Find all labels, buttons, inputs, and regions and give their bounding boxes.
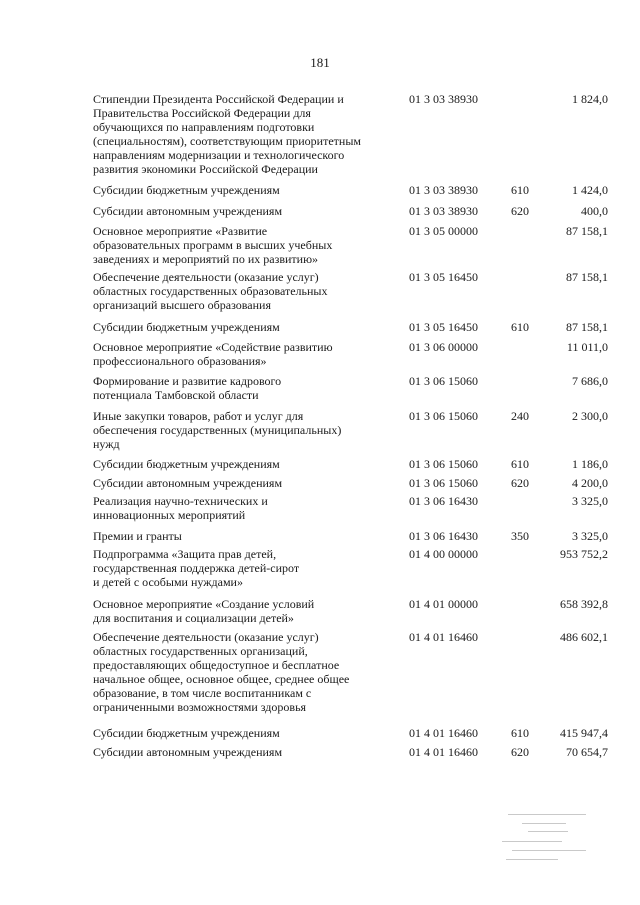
row-name: Реализация научно-технических и инновационных мероприятий <box>93 494 268 522</box>
row-code: 01 3 03 38930 <box>409 204 478 218</box>
row-name: Субсидии автономным учреждениям <box>93 204 283 218</box>
row-code: 01 3 05 16450 <box>409 320 478 334</box>
row-code: 01 3 03 38930 <box>409 92 478 106</box>
row-code: 01 3 06 15060 <box>409 457 478 471</box>
row-code: 01 3 05 00000 <box>409 224 478 238</box>
row-name: Субсидии автономным учреждениям <box>93 745 283 759</box>
row-code: 01 4 00 00000 <box>409 547 478 561</box>
row-amount: 3 325,0 <box>572 494 608 508</box>
row-code: 01 3 06 16430 <box>409 494 478 508</box>
row-amount: 415 947,4 <box>560 726 608 740</box>
row-name: Стипендии Президента Российской Федерации и Правительства Российской Федерации для обучающихся по направлениям подготовки (специальностям), соответствующим приоритетным направлениям модернизации и технологического развития экономики Российской Федерации <box>93 92 361 176</box>
row-amount: 7 686,0 <box>572 374 608 388</box>
row-name: Субсидии бюджетным учреждениям <box>93 320 280 334</box>
row-code: 01 3 06 00000 <box>409 340 478 354</box>
row-name: Субсидии бюджетным учреждениям <box>93 183 280 197</box>
faded-stamp <box>498 810 608 870</box>
row-code: 01 3 06 15060 <box>409 374 478 388</box>
row-name: Премии и гранты <box>93 529 182 543</box>
row-type: 620 <box>511 204 529 218</box>
row-code: 01 4 01 16460 <box>409 726 478 740</box>
row-code: 01 3 05 16450 <box>409 270 478 284</box>
row-type: 620 <box>511 476 529 490</box>
row-name: Субсидии бюджетным учреждениям <box>93 726 280 740</box>
row-type: 240 <box>511 409 529 423</box>
row-amount: 2 300,0 <box>572 409 608 423</box>
row-name: Основное мероприятие «Содействие развитию профессионального образования» <box>93 340 333 368</box>
row-type: 610 <box>511 726 529 740</box>
row-code: 01 4 01 00000 <box>409 597 478 611</box>
row-name: Обеспечение деятельности (оказание услуг) областных государственных образовательных организаций высшего образования <box>93 270 328 312</box>
row-code: 01 4 01 16460 <box>409 630 478 644</box>
row-code: 01 3 06 15060 <box>409 476 478 490</box>
row-name: Подпрограмма «Защита прав детей, государственная поддержка детей-сирот и детей с особыми нуждами» <box>93 547 300 589</box>
row-name: Субсидии автономным учреждениям <box>93 476 283 490</box>
row-name: Формирование и развитие кадрового потенциала Тамбовской области <box>93 374 282 402</box>
row-amount: 87 158,1 <box>566 270 608 284</box>
row-code: 01 3 06 15060 <box>409 409 478 423</box>
row-name: Основное мероприятие «Создание условий для воспитания и социализации детей» <box>93 597 315 625</box>
row-code: 01 3 06 16430 <box>409 529 478 543</box>
row-amount: 87 158,1 <box>566 224 608 238</box>
row-name: Обеспечение деятельности (оказание услуг) областных государственных организаций, предоставляющих общедоступное и бесплатное начальное общее, основное общее, среднее общее образование, в том числе воспитанникам с ограниченными возможностями здоровья <box>93 630 350 714</box>
row-amount: 70 654,7 <box>566 745 608 759</box>
row-code: 01 3 03 38930 <box>409 183 478 197</box>
row-name: Основное мероприятие «Развитие образовательных программ в высших учебных заведениях и мероприятий по их развитию» <box>93 224 333 266</box>
row-type: 350 <box>511 529 529 543</box>
row-amount: 486 602,1 <box>560 630 608 644</box>
row-amount: 1 424,0 <box>572 183 608 197</box>
row-code: 01 4 01 16460 <box>409 745 478 759</box>
row-amount: 3 325,0 <box>572 529 608 543</box>
row-amount: 1 824,0 <box>572 92 608 106</box>
row-amount: 87 158,1 <box>566 320 608 334</box>
row-amount: 4 200,0 <box>572 476 608 490</box>
row-amount: 400,0 <box>581 204 608 218</box>
row-amount: 1 186,0 <box>572 457 608 471</box>
row-name: Иные закупки товаров, работ и услуг для обеспечения государственных (муниципальных) нужд <box>93 409 342 451</box>
page-number: 181 <box>310 55 330 70</box>
row-amount: 658 392,8 <box>560 597 608 611</box>
row-type: 620 <box>511 745 529 759</box>
row-name: Субсидии бюджетным учреждениям <box>93 457 280 471</box>
row-amount: 11 011,0 <box>566 340 608 354</box>
row-type: 610 <box>511 457 529 471</box>
row-amount: 953 752,2 <box>560 547 608 561</box>
row-type: 610 <box>511 183 529 197</box>
row-type: 610 <box>511 320 529 334</box>
